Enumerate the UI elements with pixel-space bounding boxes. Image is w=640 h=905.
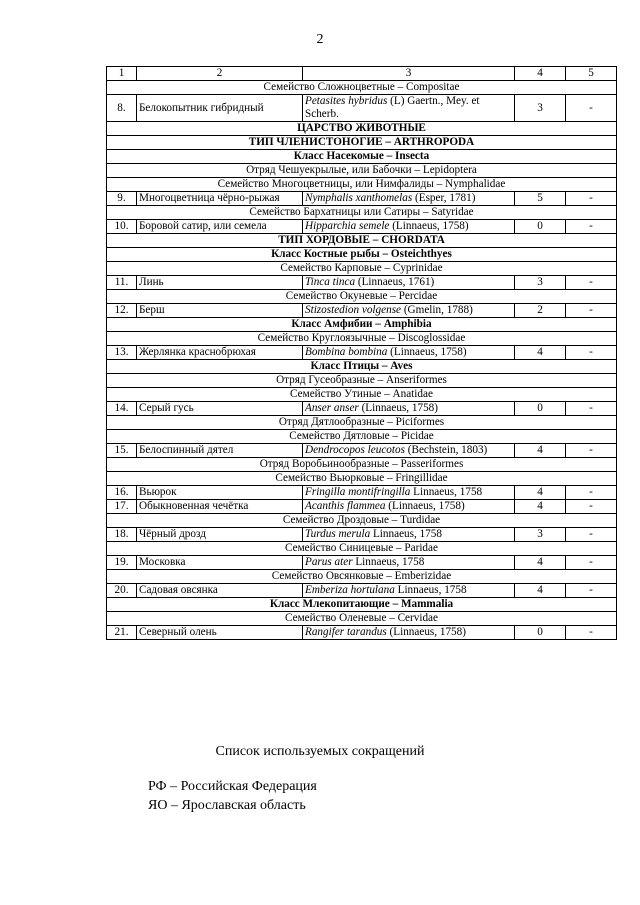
latin-name: Acanthis flammea bbox=[305, 500, 386, 512]
row-number: 18. bbox=[107, 528, 137, 542]
author-citation: (Linnaeus, 1758) bbox=[387, 346, 467, 358]
row-number: 15. bbox=[107, 444, 137, 458]
header-cell: 1 bbox=[107, 67, 137, 81]
row-number: 9. bbox=[107, 192, 137, 206]
author-citation: Linnaeus, 1758 bbox=[370, 528, 442, 540]
row-number: 8. bbox=[107, 95, 137, 122]
status-value: - bbox=[566, 500, 617, 514]
table-row bbox=[107, 220, 617, 234]
section-row bbox=[107, 164, 617, 178]
author-citation: (Linnaeus, 1758) bbox=[386, 626, 466, 638]
section-heading: Семейство Утиные – Anatidae bbox=[107, 388, 617, 402]
author-citation: (Gmelin, 1788) bbox=[401, 304, 473, 316]
table-row bbox=[107, 304, 617, 318]
table-row bbox=[107, 95, 617, 122]
section-row bbox=[107, 598, 617, 612]
latin-name: Emberiza hortulana bbox=[305, 584, 395, 596]
russian-name: Северный олень bbox=[137, 626, 303, 640]
abbreviation-item: ЯО – Ярославская область bbox=[148, 798, 306, 813]
status-value: - bbox=[566, 220, 617, 234]
latin-name: Dendrocopos leucotos bbox=[305, 444, 405, 456]
section-row bbox=[107, 458, 617, 472]
section-heading: Семейство Дроздовые – Turdidae bbox=[107, 514, 617, 528]
russian-name: Обыкновенная чечётка bbox=[137, 500, 303, 514]
table-row bbox=[107, 556, 617, 570]
section-heading: Отряд Чешуекрылые, или Бабочки – Lepidoptera bbox=[107, 164, 617, 178]
section-row bbox=[107, 262, 617, 276]
table-row bbox=[107, 500, 617, 514]
status-value: - bbox=[566, 95, 617, 122]
status-value: - bbox=[566, 402, 617, 416]
section-heading: Отряд Гусеобразные – Anseriformes bbox=[107, 374, 617, 388]
latin-name: Parus ater bbox=[305, 556, 353, 568]
section-heading: Класс Костные рыбы – Osteichthyes bbox=[107, 248, 617, 262]
section-row bbox=[107, 318, 617, 332]
section-row bbox=[107, 472, 617, 486]
row-number: 11. bbox=[107, 276, 137, 290]
russian-name: Жерлянка краснобрюхая bbox=[137, 346, 303, 360]
table-row bbox=[107, 402, 617, 416]
author-citation: (Esper, 1781) bbox=[412, 192, 476, 204]
row-number: 12. bbox=[107, 304, 137, 318]
table-row bbox=[107, 444, 617, 458]
latin-name: Bombina bombina bbox=[305, 346, 388, 358]
section-row bbox=[107, 81, 617, 95]
abbreviation-item: РФ – Российская Федерация bbox=[148, 779, 317, 794]
category-value: 2 bbox=[515, 304, 566, 318]
author-citation: (L) Gaertn., Mey. et Scherb. bbox=[305, 95, 480, 120]
latin-name-cell bbox=[303, 500, 515, 514]
abbreviations-title: Список используемых сокращений bbox=[215, 744, 425, 759]
table-row bbox=[107, 276, 617, 290]
status-value: - bbox=[566, 346, 617, 360]
row-number: 17. bbox=[107, 500, 137, 514]
category-value: 4 bbox=[515, 556, 566, 570]
section-row bbox=[107, 612, 617, 626]
status-value: - bbox=[566, 444, 617, 458]
latin-name-cell bbox=[303, 276, 515, 290]
category-value: 4 bbox=[515, 584, 566, 598]
russian-name: Белокопытник гибридный bbox=[137, 95, 303, 122]
section-row bbox=[107, 234, 617, 248]
russian-name: Московка bbox=[137, 556, 303, 570]
author-citation: (Linnaeus, 1758) bbox=[385, 500, 465, 512]
section-heading: Семейство Карповые – Cyprinidae bbox=[107, 262, 617, 276]
latin-name-cell bbox=[303, 584, 515, 598]
section-heading: Семейство Окуневые – Percidae bbox=[107, 290, 617, 304]
category-value: 4 bbox=[515, 346, 566, 360]
author-citation: (Linnaeus, 1761) bbox=[355, 276, 435, 288]
latin-name-cell bbox=[303, 444, 515, 458]
section-row bbox=[107, 374, 617, 388]
table-row bbox=[107, 528, 617, 542]
table-row bbox=[107, 192, 617, 206]
latin-name: Fringilla montifringilla bbox=[305, 486, 411, 498]
category-value: 5 bbox=[515, 192, 566, 206]
latin-name: Hipparchia semele bbox=[305, 220, 390, 232]
latin-name-cell bbox=[303, 626, 515, 640]
latin-name-cell bbox=[303, 95, 515, 122]
latin-name: Stizostedion volgense bbox=[305, 304, 402, 316]
latin-name: Petasites hybridus bbox=[305, 95, 388, 107]
latin-name-cell bbox=[303, 556, 515, 570]
section-row bbox=[107, 332, 617, 346]
row-number: 21. bbox=[107, 626, 137, 640]
category-value: 4 bbox=[515, 500, 566, 514]
category-value: 4 bbox=[515, 444, 566, 458]
author-citation: (Linnaeus, 1758) bbox=[358, 402, 438, 414]
section-heading: Семейство Круглоязычные – Discoglossidae bbox=[107, 332, 617, 346]
section-row bbox=[107, 430, 617, 444]
author-citation: Linnaeus, 1758 bbox=[394, 584, 467, 596]
latin-name-cell bbox=[303, 402, 515, 416]
abbreviations-list bbox=[148, 777, 317, 815]
section-row bbox=[107, 150, 617, 164]
author-citation: Linnaeus, 1758 bbox=[352, 556, 425, 568]
table-row bbox=[107, 584, 617, 598]
section-heading: Семейство Бархатницы или Сатиры – Satyridae bbox=[107, 206, 617, 220]
row-number: 19. bbox=[107, 556, 137, 570]
status-value: - bbox=[566, 556, 617, 570]
section-row bbox=[107, 248, 617, 262]
section-row bbox=[107, 416, 617, 430]
russian-name: Берш bbox=[137, 304, 303, 318]
section-row bbox=[107, 514, 617, 528]
section-row bbox=[107, 178, 617, 192]
row-number: 10. bbox=[107, 220, 137, 234]
russian-name: Линь bbox=[137, 276, 303, 290]
section-heading: ТИП ХОРДОВЫЕ – CHORDATA bbox=[107, 234, 617, 248]
table-row bbox=[107, 346, 617, 360]
author-citation: (Bechstein, 1803) bbox=[404, 444, 488, 456]
category-value: 4 bbox=[515, 486, 566, 500]
section-heading: Семейство Сложноцветные – Compositae bbox=[107, 81, 617, 95]
table-header-row bbox=[107, 67, 617, 81]
header-cell: 4 bbox=[515, 67, 566, 81]
latin-name-cell bbox=[303, 304, 515, 318]
category-value: 3 bbox=[515, 95, 566, 122]
latin-name-cell bbox=[303, 192, 515, 206]
russian-name: Белоспинный дятел bbox=[137, 444, 303, 458]
section-row bbox=[107, 388, 617, 402]
author-citation: Linnaeus, 1758 bbox=[410, 486, 483, 498]
russian-name: Садовая овсянка bbox=[137, 584, 303, 598]
latin-name-cell bbox=[303, 528, 515, 542]
category-value: 3 bbox=[515, 276, 566, 290]
status-value: - bbox=[566, 192, 617, 206]
header-cell: 3 bbox=[303, 67, 515, 81]
section-heading: Отряд Дятлообразные – Piciformes bbox=[107, 416, 617, 430]
russian-name: Боровой сатир, или семела bbox=[137, 220, 303, 234]
page-number: 2 bbox=[316, 32, 324, 47]
status-value: - bbox=[566, 486, 617, 500]
header-cell: 5 bbox=[566, 67, 617, 81]
russian-name: Вьюрок bbox=[137, 486, 303, 500]
section-row bbox=[107, 290, 617, 304]
author-citation: (Linnaeus, 1758) bbox=[389, 220, 469, 232]
latin-name: Turdus merula bbox=[305, 528, 371, 540]
section-heading: Семейство Дятловые – Picidae bbox=[107, 430, 617, 444]
status-value: - bbox=[566, 276, 617, 290]
section-heading: ЦАРСТВО ЖИВОТНЫЕ bbox=[107, 122, 617, 136]
status-value: - bbox=[566, 626, 617, 640]
section-row bbox=[107, 570, 617, 584]
section-row bbox=[107, 122, 617, 136]
status-value: - bbox=[566, 584, 617, 598]
species-table-body bbox=[107, 67, 617, 640]
section-heading: Класс Насекомые – Insecta bbox=[107, 150, 617, 164]
table-row bbox=[107, 626, 617, 640]
latin-name: Nymphalis xanthomelas bbox=[305, 192, 413, 204]
row-number: 16. bbox=[107, 486, 137, 500]
section-row bbox=[107, 360, 617, 374]
category-value: 0 bbox=[515, 220, 566, 234]
row-number: 13. bbox=[107, 346, 137, 360]
latin-name-cell bbox=[303, 486, 515, 500]
russian-name: Многоцветница чёрно-рыжая bbox=[137, 192, 303, 206]
section-row bbox=[107, 206, 617, 220]
section-heading: Класс Птицы – Aves bbox=[107, 360, 617, 374]
section-heading: ТИП ЧЛЕНИСТОНОГИЕ – ARTHROPODA bbox=[107, 136, 617, 150]
section-heading: Отряд Воробьинообразные – Passeriformes bbox=[107, 458, 617, 472]
section-heading: Класс Млекопитающие – Mammalia bbox=[107, 598, 617, 612]
section-heading: Семейство Оленевые – Cervidae bbox=[107, 612, 617, 626]
header-cell: 2 bbox=[137, 67, 303, 81]
status-value: - bbox=[566, 528, 617, 542]
row-number: 20. bbox=[107, 584, 137, 598]
category-value: 0 bbox=[515, 402, 566, 416]
section-heading: Семейство Многоцветницы, или Нимфалиды – Nymphalidae bbox=[107, 178, 617, 192]
category-value: 3 bbox=[515, 528, 566, 542]
section-row bbox=[107, 542, 617, 556]
latin-name-cell bbox=[303, 346, 515, 360]
section-row bbox=[107, 136, 617, 150]
section-heading: Семейство Вьюрковые – Fringillidae bbox=[107, 472, 617, 486]
russian-name: Чёрный дрозд bbox=[137, 528, 303, 542]
latin-name: Anser anser bbox=[305, 402, 359, 414]
category-value: 0 bbox=[515, 626, 566, 640]
row-number: 14. bbox=[107, 402, 137, 416]
latin-name: Tinca tinca bbox=[305, 276, 356, 288]
section-heading: Класс Амфибии – Amphibia bbox=[107, 318, 617, 332]
russian-name: Серый гусь bbox=[137, 402, 303, 416]
species-table bbox=[106, 66, 617, 640]
section-heading: Семейство Овсянковые – Emberizidae bbox=[107, 570, 617, 584]
table-row bbox=[107, 486, 617, 500]
section-heading: Семейство Синицевые – Paridae bbox=[107, 542, 617, 556]
status-value: - bbox=[566, 304, 617, 318]
latin-name-cell bbox=[303, 220, 515, 234]
latin-name: Rangifer tarandus bbox=[305, 626, 387, 638]
